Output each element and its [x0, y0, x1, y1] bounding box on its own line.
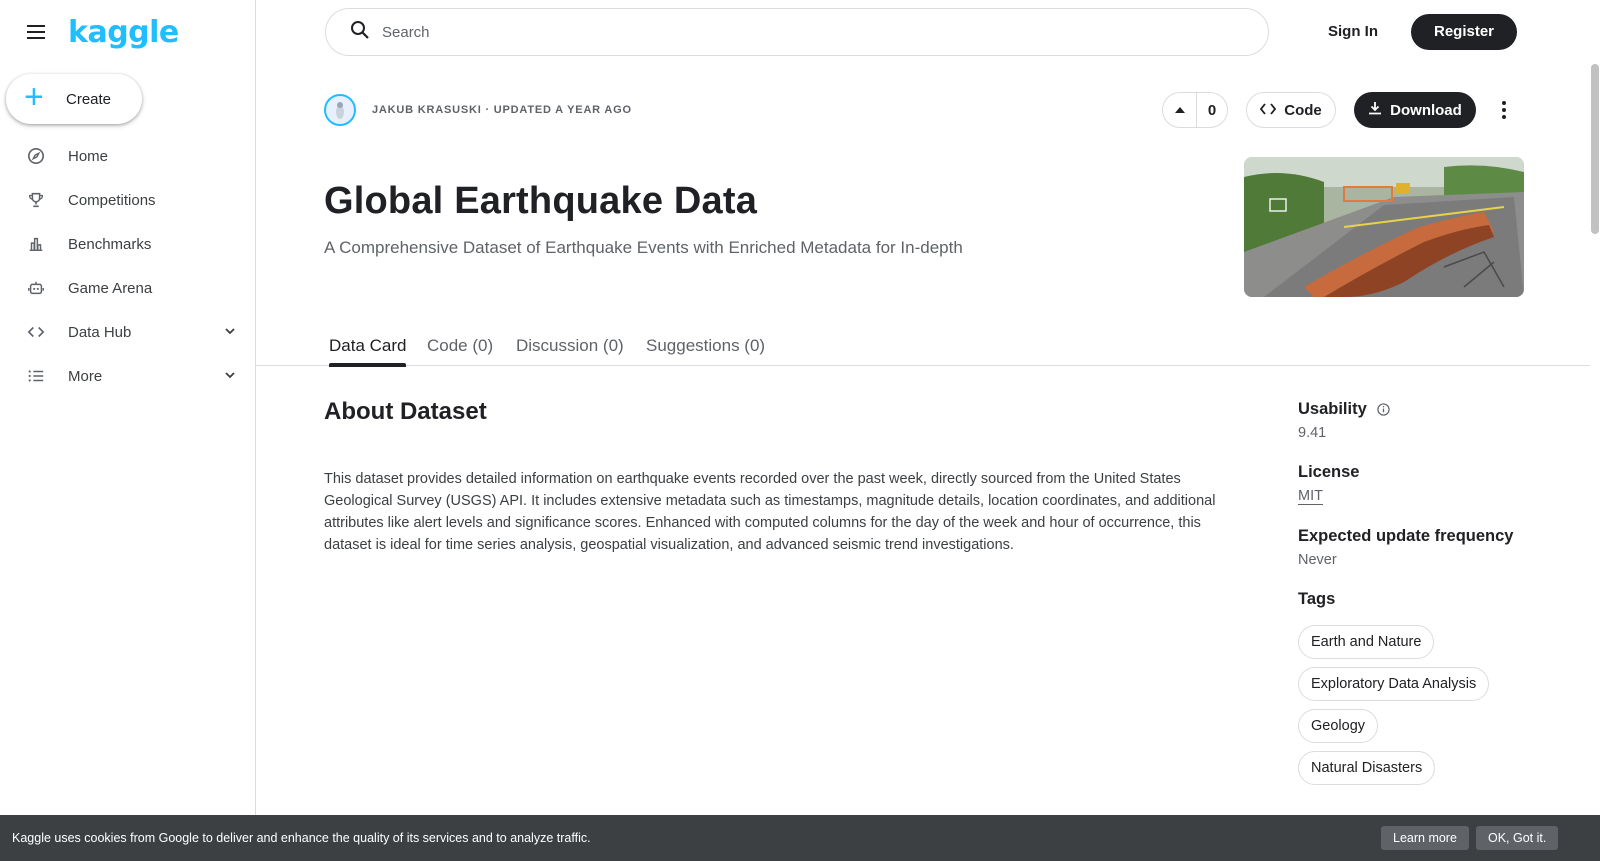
tags-list: [1298, 625, 1538, 785]
usability-label: Usability: [1298, 400, 1367, 418]
compass-icon: [26, 146, 46, 166]
about-dataset-text: This dataset provides detailed information on earthquake events recorded over the past week, directly sourced from the United States Geological Survey (USGS) API. It includes extensive metadata such as timestamps, magnitude details, location coordinates, and additional attributes like alert levels and significance scores. Enhanced with computed columns for the day of the week and hour of occurrence, this dataset is ideal for time series analysis, geospatial visualization, and advanced seismic trend investigations.: [324, 471, 1216, 553]
code-button[interactable]: [1246, 92, 1336, 128]
license-link[interactable]: MIT: [1298, 488, 1323, 504]
dataset-cover-image: [1244, 157, 1524, 297]
tag-chip[interactable]: Earth and Nature: [1298, 625, 1434, 659]
download-button-label: Download: [1390, 101, 1462, 119]
sidebar-item-label: Home: [68, 147, 109, 165]
tag-chip[interactable]: Geology: [1298, 709, 1378, 743]
sidebar-item-label: Data Hub: [68, 323, 132, 341]
cookie-ok-button[interactable]: OK, Got it.: [1476, 826, 1558, 850]
owner-updated-text: JAKUB KRASUSKI · UPDATED A YEAR AGO: [372, 104, 632, 116]
usability-block: [1298, 400, 1538, 441]
more-options-icon[interactable]: [1490, 92, 1518, 128]
page-scrollbar[interactable]: [1590, 0, 1600, 861]
code-icon: [1260, 102, 1276, 119]
upvote-arrow-icon[interactable]: [1163, 93, 1197, 127]
tab-suggestions[interactable]: Suggestions (0): [646, 336, 766, 355]
upvote-control[interactable]: [1162, 92, 1228, 128]
sidebar-item-more[interactable]: [0, 354, 256, 398]
sidebar-item-data-hub[interactable]: [0, 310, 256, 354]
tab-data-card[interactable]: Data Card: [329, 322, 406, 366]
sign-in-button[interactable]: Sign In: [1328, 23, 1378, 40]
plus-icon: +: [24, 78, 44, 116]
metadata-panel: [1298, 400, 1538, 793]
upvote-count: 0: [1207, 101, 1217, 119]
code-button-label: Code: [1284, 101, 1322, 119]
create-button[interactable]: [6, 74, 142, 124]
search-icon: [350, 20, 370, 45]
hamburger-menu-icon[interactable]: [24, 20, 48, 44]
chevron-down-icon[interactable]: [224, 368, 236, 386]
register-button[interactable]: Register: [1411, 14, 1517, 50]
usability-heading: [1298, 400, 1538, 419]
logo-row: [0, 0, 255, 64]
search-input[interactable]: [325, 8, 1269, 56]
cookie-banner: [0, 815, 1600, 861]
sidebar-item-competitions[interactable]: [0, 178, 256, 222]
learn-more-button[interactable]: Learn more: [1381, 826, 1469, 850]
about-dataset-heading: About Dataset: [324, 398, 487, 425]
tag-chip[interactable]: Exploratory Data Analysis: [1298, 667, 1489, 701]
sidebar-item-home[interactable]: [0, 134, 256, 178]
tab-discussion[interactable]: Discussion (0): [516, 336, 624, 355]
cookie-message: Kaggle uses cookies from Google to deliver and enhance the quality of its services and to analyze traffic.: [12, 831, 591, 845]
create-label: Create: [66, 90, 112, 108]
tags-block: [1298, 590, 1538, 785]
sidebar-item-label: Game Arena: [68, 279, 153, 297]
search-placeholder: Search: [382, 23, 430, 41]
bar-chart-icon: [26, 234, 46, 254]
update-frequency-block: [1298, 527, 1538, 568]
tab-code[interactable]: Code (0): [427, 336, 494, 355]
code-brackets-icon: [26, 322, 46, 342]
update-frequency-value: Never: [1298, 552, 1337, 568]
usability-value: 9.41: [1298, 425, 1327, 441]
sidebar-nav: [0, 134, 256, 398]
sidebar-item-label: More: [68, 367, 103, 385]
sidebar-item-benchmarks[interactable]: [0, 222, 256, 266]
license-block: [1298, 463, 1538, 505]
robot-icon: [26, 278, 46, 298]
sidebar-item-label: Benchmarks: [68, 235, 152, 253]
tags-heading: Tags: [1298, 590, 1336, 608]
list-icon: [26, 366, 46, 386]
dataset-subtitle: A Comprehensive Dataset of Earthquake Events with Enriched Metadata for In-depth: [324, 238, 963, 257]
scrollbar-thumb[interactable]: [1591, 64, 1599, 234]
top-bar: [256, 0, 1600, 64]
dataset-tabs: [256, 322, 1590, 366]
kaggle-logo[interactable]: kaggle: [68, 14, 179, 50]
sidebar-item-label: Competitions: [68, 191, 156, 209]
chevron-down-icon[interactable]: [224, 324, 236, 342]
dataset-actions: [256, 92, 1590, 128]
trophy-icon: [26, 190, 46, 210]
tag-chip[interactable]: Natural Disasters: [1298, 751, 1435, 785]
update-frequency-heading: Expected update frequency: [1298, 527, 1514, 545]
main-content: [256, 64, 1590, 861]
download-icon: [1368, 101, 1382, 119]
dataset-title: Global Earthquake Data: [324, 180, 758, 222]
license-heading: License: [1298, 463, 1360, 481]
info-icon[interactable]: [1377, 403, 1390, 416]
download-button[interactable]: [1354, 92, 1476, 128]
sidebar-item-game-arena[interactable]: [0, 266, 256, 310]
sidebar: [0, 0, 256, 861]
